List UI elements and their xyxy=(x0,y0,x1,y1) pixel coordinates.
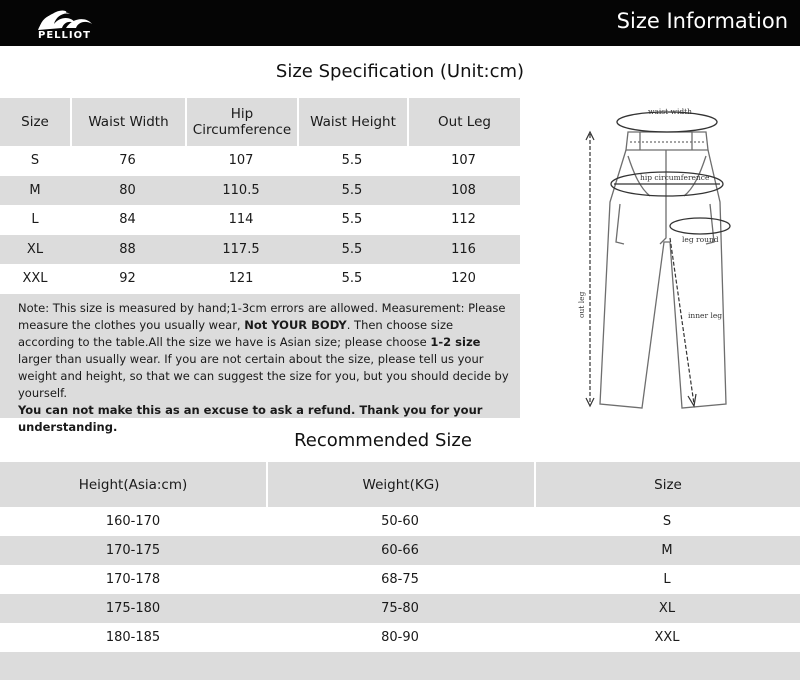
recommended-table xyxy=(0,462,800,652)
table-cell: 160-170 xyxy=(105,514,161,529)
table-cell: 76 xyxy=(119,153,136,169)
table-cell: 117.5 xyxy=(222,241,260,257)
header-bar xyxy=(0,0,800,46)
spec-header-waist-height: Waist Height xyxy=(297,98,407,146)
spec-header-out-leg: Out Leg xyxy=(407,98,520,146)
spec-table xyxy=(0,98,520,294)
table-cell: 75-80 xyxy=(381,601,419,616)
table-cell: 170-175 xyxy=(105,543,161,558)
table-cell: L xyxy=(31,212,39,228)
table-cell: 88 xyxy=(119,241,136,257)
table-row xyxy=(0,176,520,206)
table-cell: 170-178 xyxy=(105,572,161,587)
table-row xyxy=(0,594,800,623)
table-cell: 5.5 xyxy=(341,271,363,287)
table-cell: 5.5 xyxy=(341,153,363,169)
table-cell: M xyxy=(661,543,673,558)
spec-title: Size Specification (Unit:cm) xyxy=(275,61,525,82)
table-cell: 108 xyxy=(451,182,476,198)
spec-header-size: Size xyxy=(21,114,49,130)
recommended-title: Recommended Size xyxy=(294,430,472,451)
note-bold-2: 1-2 size xyxy=(430,335,481,349)
table-cell: S xyxy=(30,153,40,169)
table-cell: S xyxy=(662,514,672,529)
label-inner-leg: inner leg xyxy=(688,311,723,320)
table-row xyxy=(0,565,800,594)
table-cell: XXL xyxy=(22,271,48,287)
refund-warning: You can not make this as an excuse to ask a refund. Thank you for your understanding. xyxy=(18,403,483,434)
table-cell: 112 xyxy=(451,212,476,228)
table-cell: 50-60 xyxy=(381,514,419,529)
label-waist-width: waist width xyxy=(648,107,693,116)
note-text-2: . Then choose size according to the table.All the size we have is Asian size; please choose xyxy=(18,318,454,349)
table-cell: 107 xyxy=(451,153,476,169)
table-row xyxy=(0,235,520,265)
table-cell: 5.5 xyxy=(341,182,363,198)
table-cell: 80-90 xyxy=(381,630,419,645)
label-hip-circumference: hip circumference xyxy=(640,173,710,182)
table-row xyxy=(0,536,800,565)
rec-header-size: Size xyxy=(534,462,800,507)
table-footer-band xyxy=(0,652,800,680)
table-cell: 121 xyxy=(228,271,254,287)
table-cell: L xyxy=(663,572,671,587)
table-cell: 84 xyxy=(119,212,136,228)
table-cell: 68-75 xyxy=(381,572,419,587)
table-cell: 110.5 xyxy=(222,182,260,198)
table-cell: 107 xyxy=(228,153,254,169)
table-cell: 92 xyxy=(119,271,136,287)
note-text-1: Note: This size is measured by hand;1-3cm errors are allowed. Measurement: Please measure the clothes you usually wear, xyxy=(18,301,506,332)
pants-measurement-diagram xyxy=(560,92,760,422)
table-cell: 5.5 xyxy=(341,212,363,228)
table-cell: 116 xyxy=(451,241,476,257)
table-row xyxy=(0,623,800,652)
page-title: Size Information xyxy=(616,9,788,33)
table-row xyxy=(0,205,520,235)
brand-name: PELLIOT xyxy=(38,30,91,41)
label-out-leg: out leg xyxy=(577,291,586,318)
table-cell: 60-66 xyxy=(381,543,419,558)
table-cell: 120 xyxy=(451,271,476,287)
table-cell: 5.5 xyxy=(341,241,363,257)
spec-header-waist-width: Waist Width xyxy=(70,98,185,146)
note-text-3: larger than usually wear. If you are not certain about the size, please tell us your weight and height, so that we can suggest the size for you, but you should decide by yourself. xyxy=(18,352,509,400)
table-cell: 175-180 xyxy=(105,601,161,616)
spec-header-hip: Hip Circumference xyxy=(185,98,297,146)
spec-header-row xyxy=(0,98,520,146)
table-row xyxy=(0,264,520,294)
table-cell: XL xyxy=(26,241,44,257)
table-cell: XL xyxy=(658,601,676,616)
table-row xyxy=(0,507,800,536)
table-cell: 80 xyxy=(119,182,136,198)
rec-header-height: Height(Asia:cm) xyxy=(78,476,188,493)
table-cell: XXL xyxy=(654,630,680,645)
note-bold-1: Not YOUR BODY xyxy=(244,318,347,332)
table-cell: M xyxy=(29,182,41,198)
table-cell: 114 xyxy=(228,212,254,228)
table-row xyxy=(0,146,520,176)
recommended-header-row xyxy=(0,462,800,507)
measurement-note xyxy=(0,294,520,434)
rec-header-weight: Weight(KG) xyxy=(266,462,534,507)
table-cell: 180-185 xyxy=(105,630,161,645)
label-leg-round: leg round xyxy=(682,235,719,244)
